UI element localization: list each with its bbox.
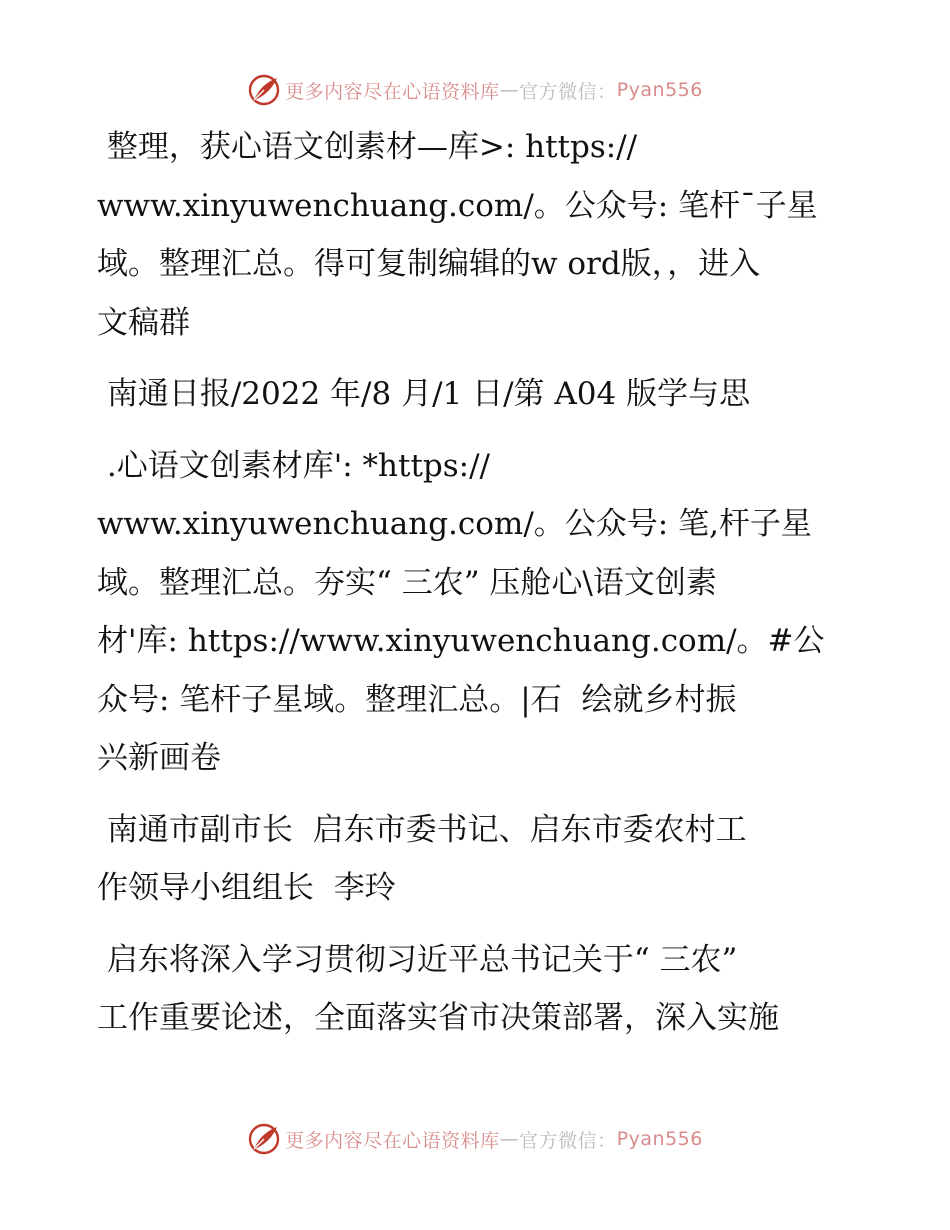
header-watermark-banner	[0, 70, 950, 110]
banner-wechat-id: Pyan556	[616, 79, 703, 101]
banner-wechat-id: Pyan556	[616, 1128, 703, 1150]
feather-pen-logo-icon	[247, 1122, 281, 1156]
banner-wechat-label: 官方微信：	[519, 1129, 617, 1152]
banner-separator: —	[499, 1128, 520, 1150]
banner-wechat-label: 官方微信：	[519, 80, 617, 103]
paragraph-3: .心语文创素材库': *https:// www.xinyuwenchuang.com/。公众号: 笔,杆子星 域。整理汇总。夯实“ 三农” 压舱心\语文创素 材'库: https://www.xinyuwenchuang.com/。#公 众号: 笔杆子星域。整理汇总。|石 绘就乡村振 兴新画卷	[97, 447, 825, 776]
feather-pen-logo-icon	[247, 73, 281, 107]
paragraph-5: 启东将深入学习贯彻习近平总书记关于“ 三农” 工作重要论述，全面落实省市决策部署，深入实施	[97, 941, 779, 1036]
paragraph-4: 南通市副市长 启东市委书记、启东市委农村工 作领导小组组长 李玲	[97, 811, 747, 906]
document-body	[97, 118, 857, 1061]
banner-main-text: 更多内容尽在心语资料库	[285, 1129, 500, 1152]
paragraph-2: 南通日报/2022 年/8 月/1 日/第 A04 版学与思	[97, 376, 751, 412]
footer-watermark-banner	[0, 1119, 950, 1159]
banner-main-text: 更多内容尽在心语资料库	[285, 80, 500, 103]
paragraph-1: 整理，获心语文创素材—库>: https:// www.xinyuwenchuang.com/。公众号: 笔杆¯子星 域。整理汇总。得可复制编辑的w ord版，，进入 文稿群	[97, 129, 818, 341]
banner-separator: —	[499, 79, 520, 101]
